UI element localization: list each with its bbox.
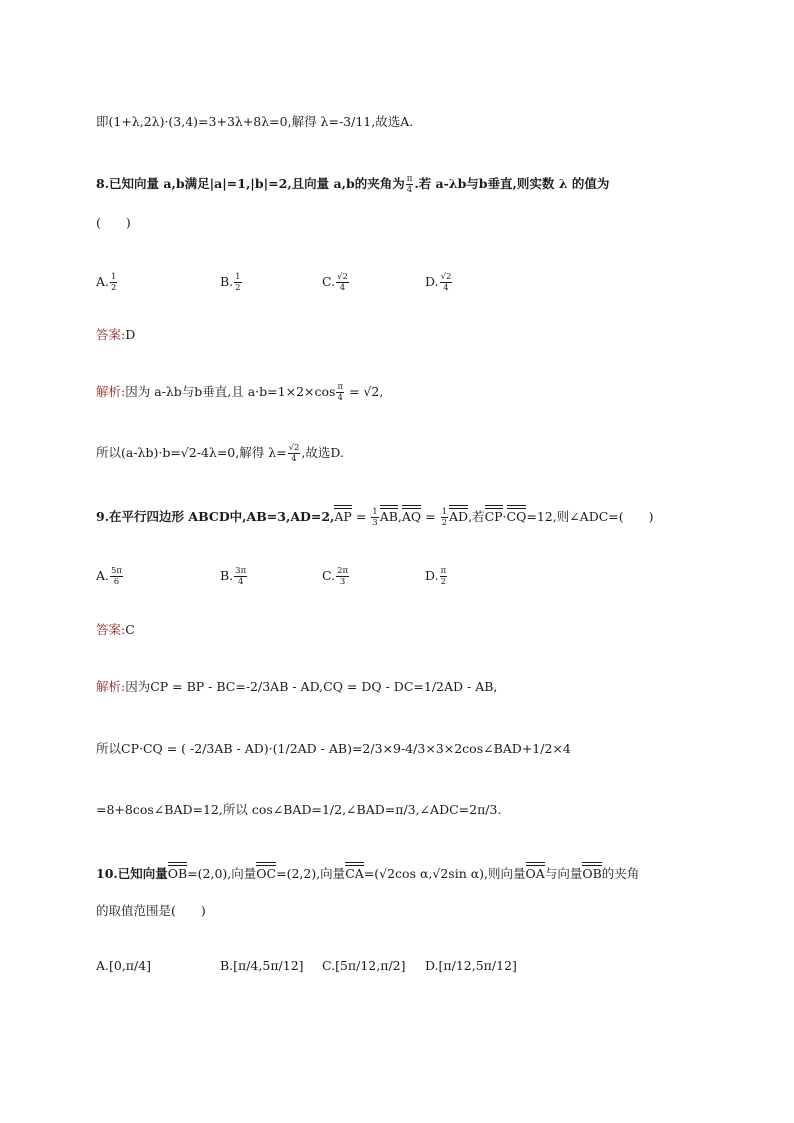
q8-option-a[interactable]: A. $\frac{1}{2}$ [96, 272, 117, 293]
q10-option-d[interactable]: D.[π/12,5π/12] [425, 958, 517, 973]
q9-analysis-line-2: 所以CP·CQ = ( -2/3AB - AD)·(1/2AD - AB)=2/3×9-4/3×3×2cos∠BAD+1/2×4 [96, 741, 571, 756]
answer-label: 答案: [96, 327, 126, 342]
q8-option-b[interactable]: B. $\frac{1}{2}$ [220, 272, 241, 293]
q8-stem-b: .若 a-λb与b垂直,则实数 λ 的值为 [414, 176, 610, 191]
q9-option-a[interactable]: A. $\frac{5\pi}{6}$ [96, 566, 123, 587]
question-8-stem [96, 174, 609, 195]
q9-option-b[interactable]: B. $\frac{3\pi}{4}$ [220, 566, 247, 587]
q8-option-c[interactable]: C. $\frac{√2}{4}$ [322, 272, 348, 293]
q8-analysis-line-1: 解析:因为 a-λb与b垂直,且 a·b=1×2×cos $\frac{\pi}{4}$ = √2, [96, 382, 384, 403]
q8-paren: ( ) [96, 215, 131, 230]
q8-option-d[interactable]: D. $\frac{√2}{4}$ [425, 272, 452, 293]
question-9-stem: 9.在平行四边形 ABCD中,AB=3,AD=2,AP = $\frac{1}{3}$ AB,AQ = $\frac{1}{2}$ AD,若CP·CQ=12,则∠ADC=( ) [96, 507, 654, 528]
q10-option-c[interactable]: C.[5π/12,π/2] [322, 958, 406, 973]
q10-option-b[interactable]: B.[π/4,5π/12] [220, 958, 304, 973]
analysis-label: 解析: [96, 384, 126, 399]
question-10-stem: 10.已知向量OB=(2,0),向量OC=(2,2),向量CA=(√2cos α,√2sin α),则向量OA与向量OB的夹角 [96, 862, 639, 883]
q9-option-d[interactable]: D. $\frac{\pi}{2}$ [425, 566, 447, 587]
line-prev-solution [96, 113, 413, 131]
q8-angle-fraction: $\frac{\pi}{4}$ [406, 174, 413, 195]
q9-analysis-line-3: =8+8cos∠BAD=12,所以 cos∠BAD=1/2,∠BAD=π/3,∠ADC=2π/3. [96, 802, 502, 817]
q10-stem-line-2: 的取值范围是( ) [96, 903, 206, 918]
q9-answer: C [125, 622, 135, 637]
q8-answer-line [96, 326, 135, 344]
q8-answer: D [125, 327, 136, 342]
q8-stem-a: 8.已知向量 a,b满足|a|=1,|b|=2,且向量 a,b的夹角为 [96, 176, 405, 191]
prev-solution-text: 即(1+λ,2λ)·(3,4)=3+3λ+8λ=0,解得 λ=-3/11,故选A. [96, 114, 414, 129]
q8-analysis-line-2: 所以(a-λb)·b=√2-4λ=0,解得 λ= $\frac{√2}{4}$ ,故选D. [96, 443, 344, 464]
q10-option-a[interactable]: A.[0,π/4] [96, 958, 152, 973]
q9-analysis-line-1: 解析:因为CP = BP - BC=-2/3AB - AD,CQ = DQ - DC=1/2AD - AB, [96, 679, 498, 694]
q9-option-c[interactable]: C. $\frac{2\pi}{3}$ [322, 566, 349, 587]
q9-answer-line: 答案:C [96, 622, 135, 637]
